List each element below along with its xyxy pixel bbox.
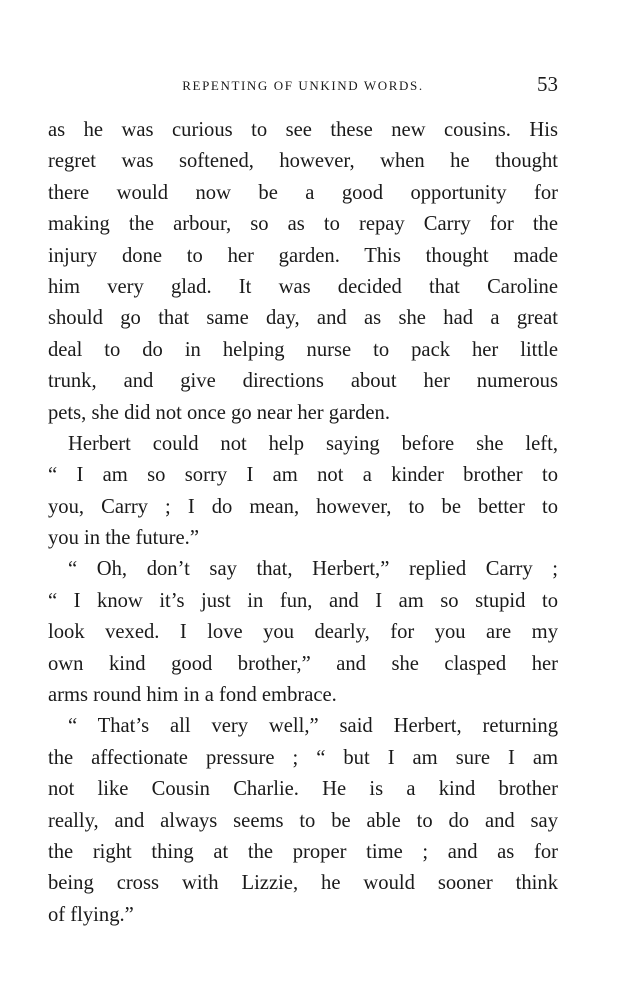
text-line: Herbert could not help saying before she left,	[68, 432, 558, 455]
text-line: deal to do in helping nurse to pack her little	[48, 338, 558, 361]
text-line: really, and always seems to be able to do and say	[48, 809, 558, 832]
text-line: not like Cousin Charlie. He is a kind brother	[48, 778, 558, 801]
text-line: the right thing at the proper time ; and as for	[48, 840, 558, 863]
text-line: pets, she did not once go near her garden.	[48, 401, 390, 424]
text-line: trunk, and give directions about her numerous	[48, 370, 558, 393]
text-line: injury done to her garden. This thought made	[48, 244, 558, 267]
text-line: him very glad. It was decided that Caroline	[48, 275, 558, 298]
text-line: regret was softened, however, when he thought	[48, 150, 558, 173]
text-line: as he was curious to see these new cousins. His	[48, 119, 558, 141]
page-number: 53	[537, 72, 558, 96]
text-line: you in the future.”	[48, 527, 199, 550]
text-line: you, Carry ; I do mean, however, to be better to	[48, 495, 558, 518]
text-line: should go that same day, and as she had a great	[48, 307, 558, 330]
text-line: the affectionate pressure ; “ but I am sure I am	[48, 746, 558, 769]
text-line: of flying.”	[48, 903, 134, 926]
text-line: “ Oh, don’t say that, Herbert,” replied Carry ;	[68, 558, 558, 581]
text-line: arms round him in a fond embrace.	[48, 684, 337, 707]
body-text	[48, 115, 558, 931]
text-line: own kind good brother,” and she clasped her	[48, 652, 558, 675]
text-line: look vexed. I love you dearly, for you are my	[48, 621, 558, 644]
text-line: “ That’s all very well,” said Herbert, returning	[68, 715, 558, 738]
running-head	[48, 72, 558, 102]
text-line: “ I know it’s just in fun, and I am so stupid to	[48, 589, 558, 612]
text-line: there would now be a good opportunity for	[48, 181, 558, 204]
text-line: making the arbour, so as to repay Carry for the	[48, 213, 558, 236]
running-title: REPENTING OF UNKIND WORDS.	[182, 78, 424, 93]
text-line: “ I am so sorry I am not a kinder brother to	[48, 464, 558, 487]
text-line: being cross with Lizzie, he would sooner think	[48, 872, 558, 895]
